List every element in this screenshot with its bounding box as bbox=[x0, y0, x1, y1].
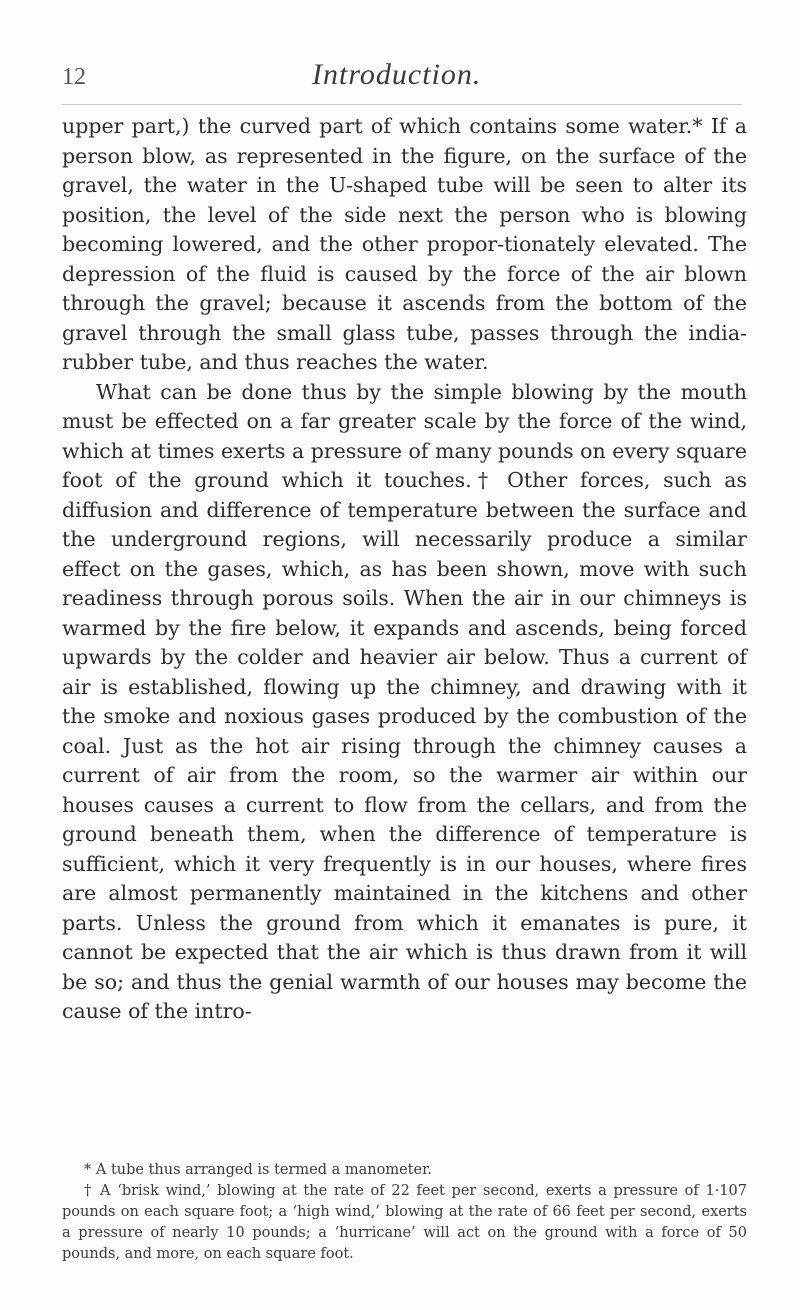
running-head bbox=[62, 52, 742, 102]
running-title: Introduction. bbox=[312, 58, 482, 91]
page-number: 12 bbox=[62, 64, 86, 90]
footnotes bbox=[62, 1160, 747, 1265]
footnote-1: * A tube thus arranged is termed a manometer. bbox=[84, 1162, 433, 1178]
body-paragraph-1: upper part,) the curved part of which contains some water.* If a person blow, as represented in the figure, on the surface of the gravel, the water in the U-shaped tube will be seen to alter its position, the level of the side next the person who is blowing becoming lowered, and the other propor-tionately elevated. The depression of the fluid is caused by the force of the air blown through the gravel; because it ascends from the bottom of the gravel through the small glass tube, passes through the india-rubber tube, and thus reaches the water. bbox=[62, 114, 747, 374]
header-rule bbox=[62, 104, 742, 105]
footnote-2: † A ‘brisk wind,’ blowing at the rate of 22 feet per second, exerts a pressure of 1·107 pounds on each square foot; a ‘high wind,’ blowing at the rate of 66 feet per second, exerts a pressure of nearly 10 pounds; a ‘hurricane’ will act on the ground with a force of 50 pounds, and more, on each square foot. bbox=[62, 1183, 747, 1262]
body-paragraph-2: What can be done thus by the simple blowing by the mouth must be effected on a far greater scale by the force of the wind, which at times exerts a pressure of many pounds on every square foot of the ground which it touches.† Other forces, such as diffusion and difference of temperature between the surface and the underground regions, will necessarily produce a similar effect on the gases, which, as has been shown, move with such readiness through porous soils. When the air in our chimneys is warmed by the fire below, it expands and ascends, being forced upwards by the colder and heavier air below. Thus a current of air is established, flowing up the chimney, and drawing with it the smoke and noxious gases produced by the combustion of the coal. Just as the hot air rising through the chimney causes a current of air from the room, so the warmer air within our houses causes a current to flow from the cellars, and from the ground beneath them, when the difference of temperature is sufficient, which it very frequently is in our houses, where fires are almost permanently maintained in the kitchens and other parts. Unless the ground from which it emanates is pure, it cannot be expected that the air which is thus drawn from it will be so; and thus the genial warmth of our houses may become the cause of the intro- bbox=[62, 379, 747, 1023]
body-text bbox=[62, 112, 747, 1027]
